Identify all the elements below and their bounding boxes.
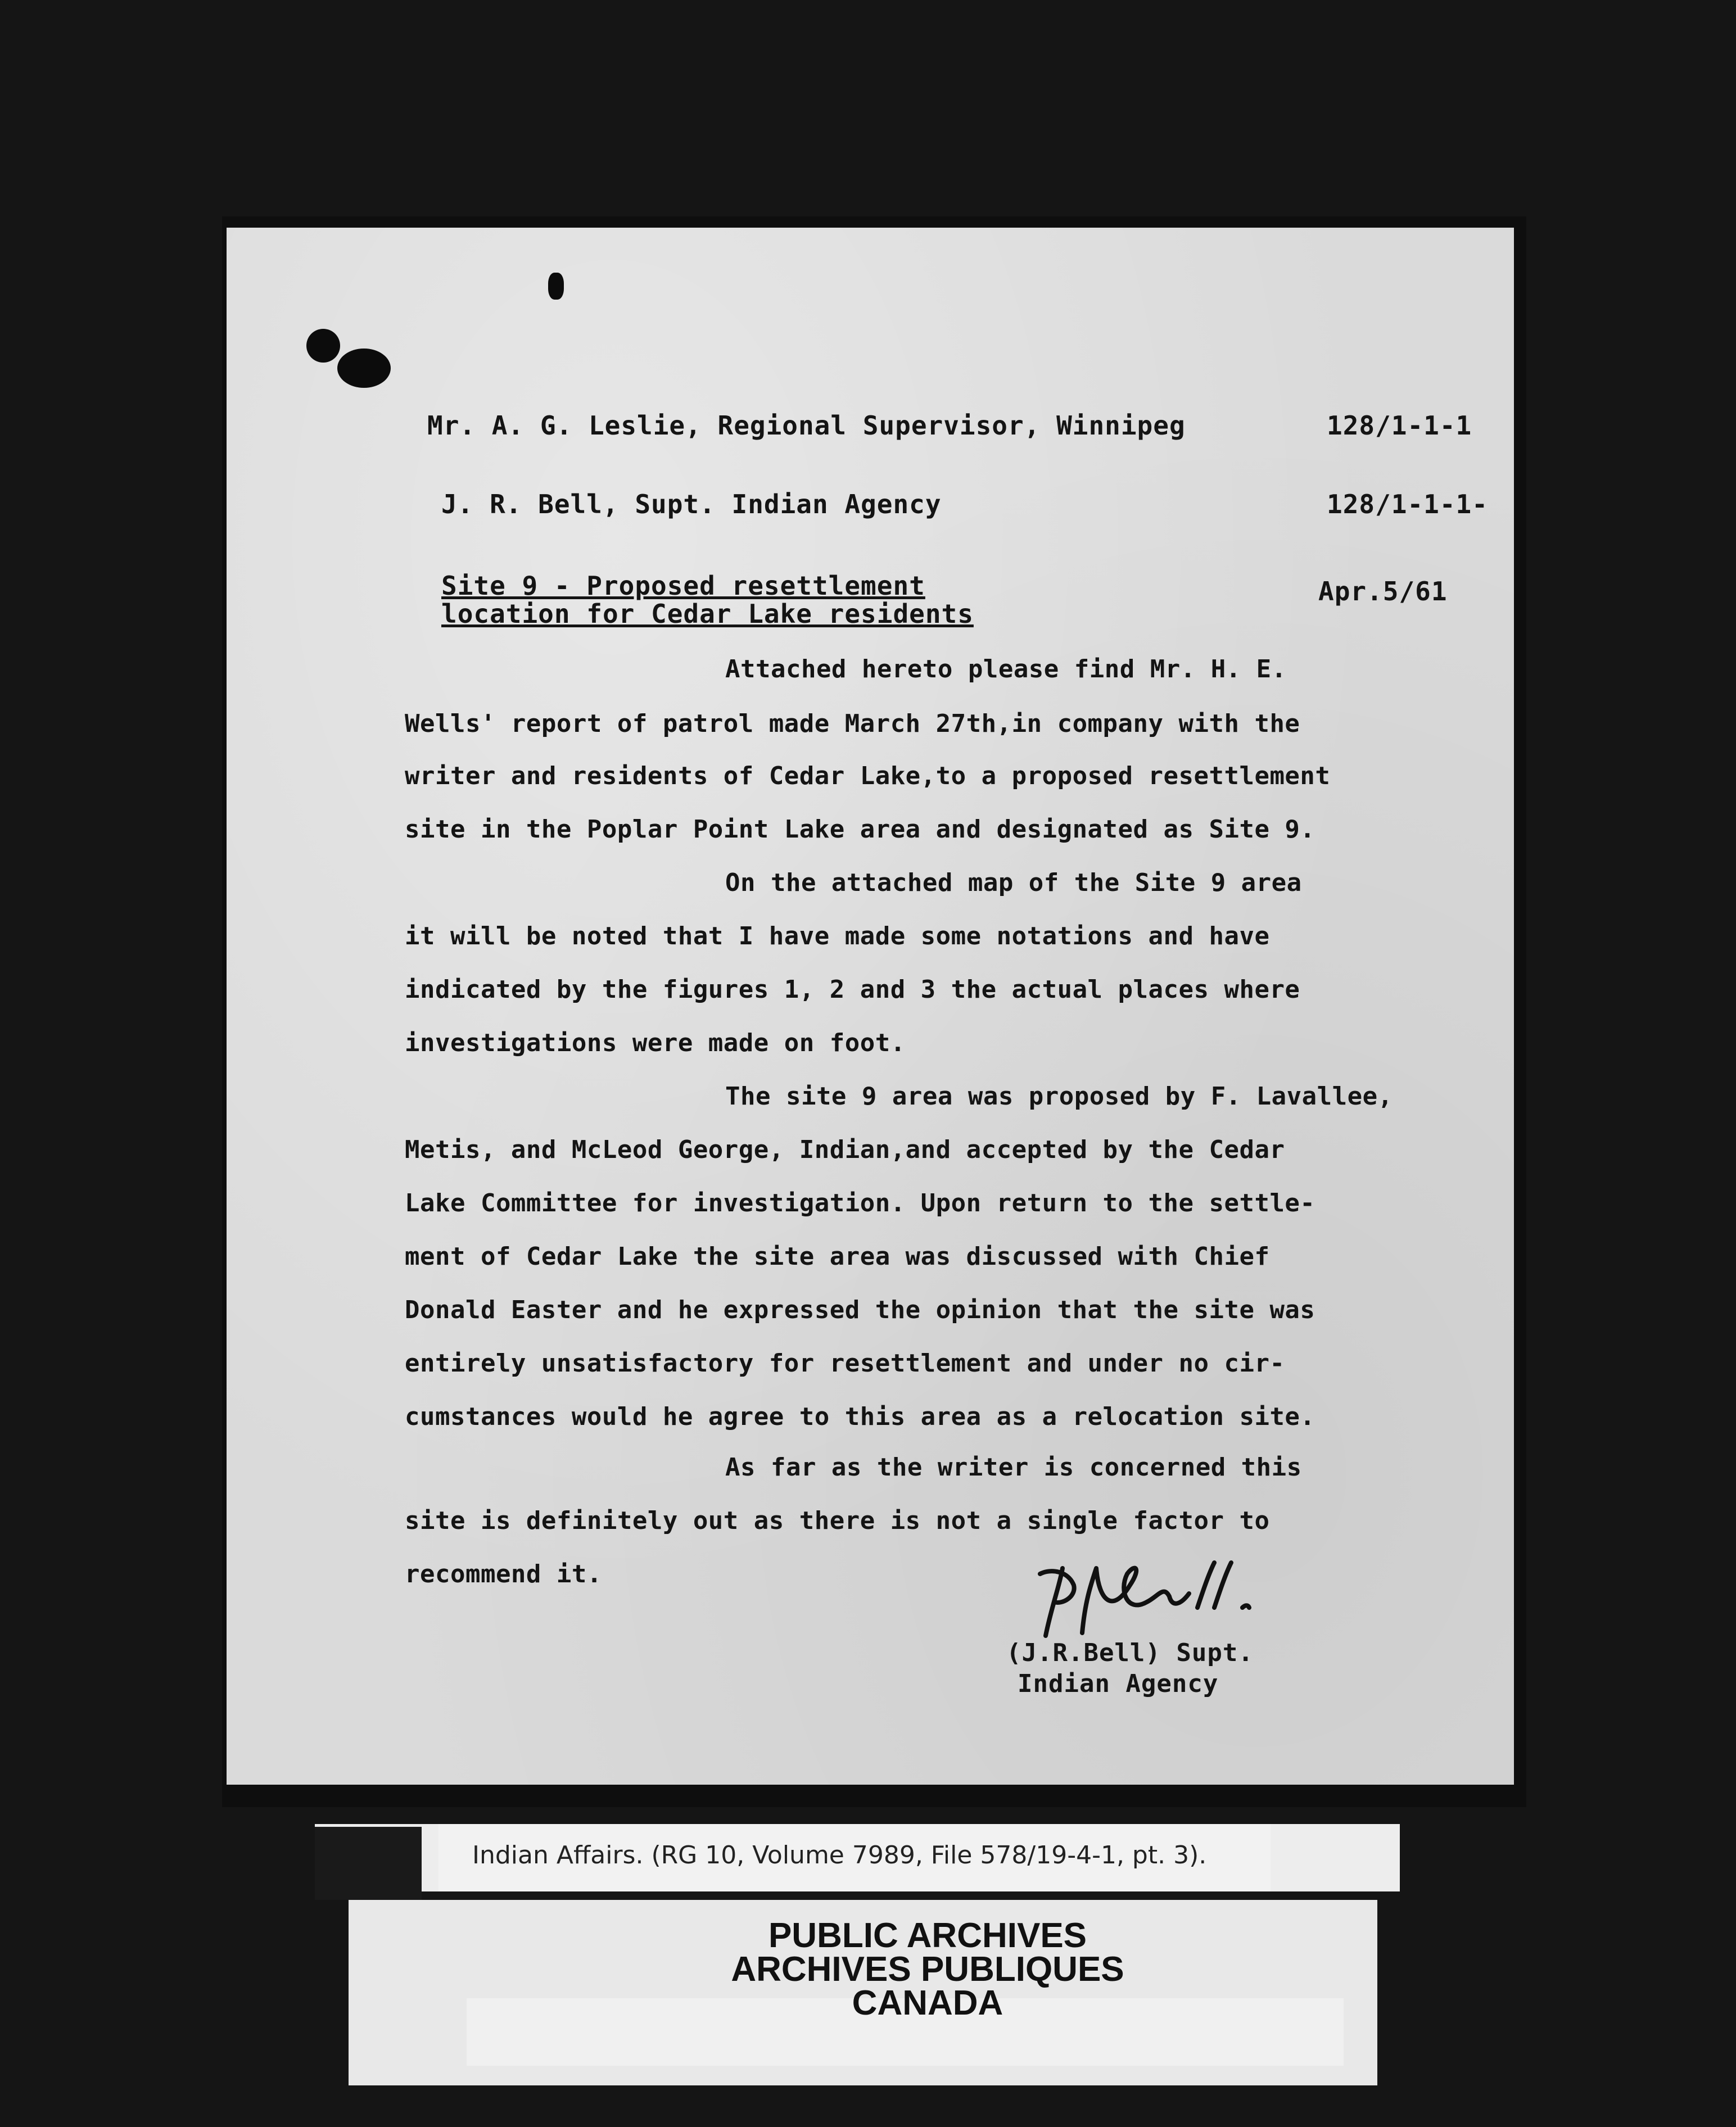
letter-date: Apr.5/61 bbox=[1318, 576, 1448, 607]
recipient-file-ref: 128/1-1-1 bbox=[1327, 410, 1472, 441]
body-line: site is definitely out as there is not a single factor to bbox=[405, 1506, 1270, 1535]
subject-line-2: location for Cedar Lake residents bbox=[441, 599, 974, 629]
archive-stamp-line-3: CANADA bbox=[852, 1984, 1003, 2022]
body-line: On the attached map of the Site 9 area bbox=[725, 868, 1302, 897]
archive-stamp-line-2: ARCHIVES PUBLIQUES bbox=[731, 1950, 1124, 1989]
body-line: Attached hereto please find Mr. H. E. bbox=[725, 655, 1287, 684]
recipient-line: Mr. A. G. Leslie, Regional Supervisor, Winnipeg bbox=[427, 410, 1186, 441]
body-line: ment of Cedar Lake the site area was discussed with Chief bbox=[405, 1242, 1270, 1271]
ink-blot bbox=[306, 329, 340, 363]
body-line: writer and residents of Cedar Lake,to a proposed resettlement bbox=[405, 762, 1331, 790]
label-shadow bbox=[315, 1827, 422, 1900]
letter-page bbox=[227, 228, 1514, 1785]
body-line: cumstances would he agree to this area as a relocation site. bbox=[405, 1402, 1315, 1431]
body-line: indicated by the figures 1, 2 and 3 the actual places where bbox=[405, 975, 1300, 1004]
body-line: As far as the writer is concerned this bbox=[725, 1453, 1302, 1482]
archive-stamp-line-1: PUBLIC ARCHIVES bbox=[768, 1916, 1087, 1955]
body-line: Lake Committee for investigation. Upon return to the settle- bbox=[405, 1189, 1315, 1218]
subject-line-1: Site 9 - Proposed resettlement bbox=[441, 571, 925, 601]
body-line: recommend it. bbox=[405, 1560, 602, 1589]
body-line: Donald Easter and he expressed the opinion that the site was bbox=[405, 1296, 1315, 1324]
body-line: The site 9 area was proposed by F. Lavallee, bbox=[725, 1082, 1393, 1111]
archive-reference: Indian Affairs. (RG 10, Volume 7989, File 578/19-4-1, pt. 3). bbox=[472, 1841, 1207, 1870]
body-line: entirely unsatisfactory for resettlement and under no cir- bbox=[405, 1349, 1285, 1378]
body-line: investigations were made on foot. bbox=[405, 1029, 906, 1057]
body-line: site in the Poplar Point Lake area and designated as Site 9. bbox=[405, 815, 1315, 844]
ink-blot bbox=[548, 273, 564, 300]
sender-line: J. R. Bell, Supt. Indian Agency bbox=[441, 489, 942, 519]
signature-scrawl bbox=[1029, 1551, 1265, 1647]
body-line: Wells' report of patrol made March 27th,in company with the bbox=[405, 709, 1300, 738]
body-line: Metis, and McLeod George, Indian,and accepted by the Cedar bbox=[405, 1135, 1285, 1164]
signatory-name: (J.R.Bell) Supt. bbox=[1006, 1639, 1254, 1667]
body-line: it will be noted that I have made some notations and have bbox=[405, 922, 1270, 951]
ink-blot bbox=[337, 349, 391, 388]
sender-file-ref: 128/1-1-1- bbox=[1327, 489, 1488, 519]
signatory-title: Indian Agency bbox=[1018, 1669, 1219, 1698]
